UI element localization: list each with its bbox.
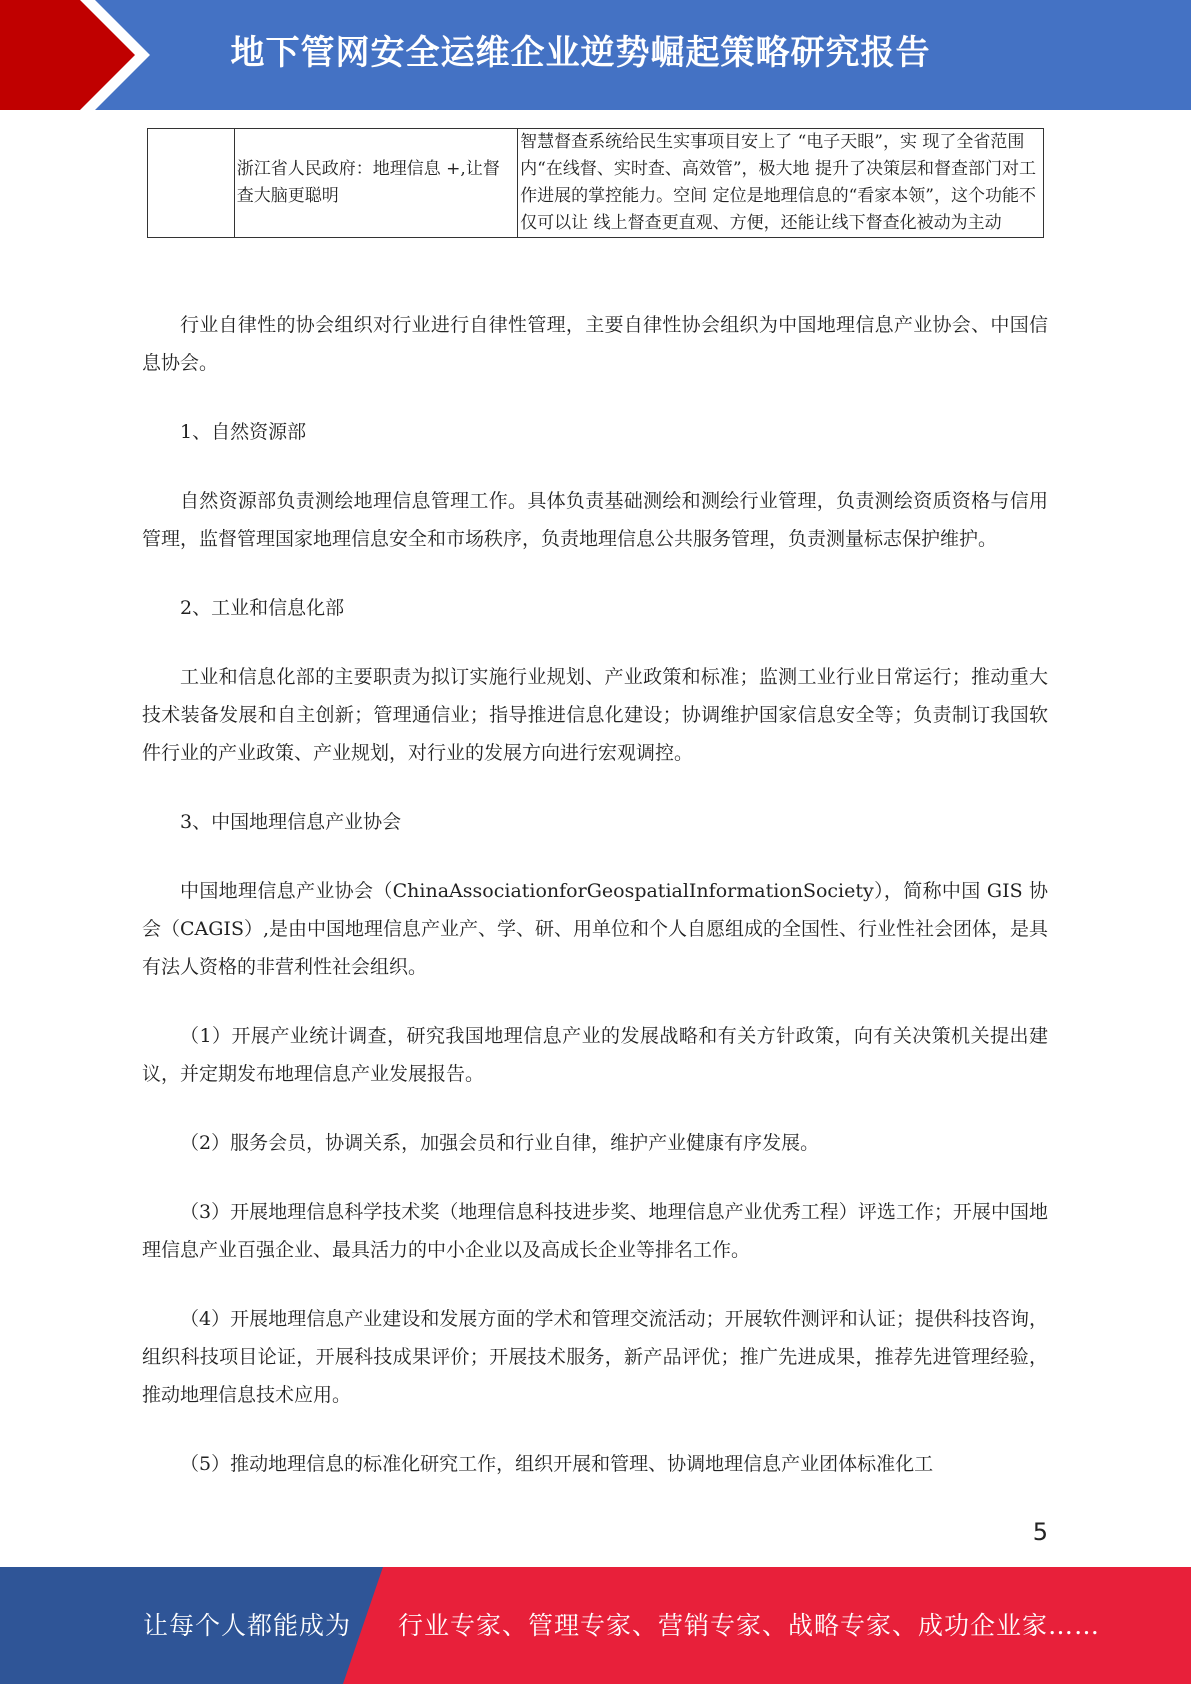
report-title: 地下管网安全运维企业逆势崛起策略研究报告 (230, 33, 931, 73)
list-item: （5）推动地理信息的标准化研究工作，组织开展和管理、协调地理信息产业团体标准化工 (180, 1453, 934, 1475)
table-row (148, 129, 1044, 238)
header-arrow-decoration (0, 0, 160, 110)
footer-slogan-left: 让每个人都能成为 (143, 1611, 352, 1640)
paragraph-cagis: 中国地理信息产业协会（ChinaAssociationforGeospatialInformationSociety），简称中国 GIS 协会（CAGIS）,是由中国地理信息产业产、学、研、用单位和个人自愿组成的全国性、行业性社会团体，是具有法人资格的非营利性社会组织。 (142, 880, 1049, 978)
paragraph-natural-resources: 自然资源部负责测绘地理信息管理工作。具体负责基础测绘和测绘行业管理，负责测绘资质资格与信用管理，监督管理国家地理信息安全和市场秩序，负责地理信息公共服务管理，负责测量标志保护维护。 (142, 490, 1048, 550)
body-content (142, 306, 1048, 1514)
list-item: （1）开展产业统计调查，研究我国地理信息产业的发展战略和有关方针政策，向有关决策机关提出建议，并定期发布地理信息产业发展报告。 (142, 1025, 1048, 1085)
paragraph-miit: 工业和信息化部的主要职责为拟订实施行业规划、产业政策和标准；监测工业行业日常运行；推动重大技术装备发展和自主创新；管理通信业；指导推进信息化建设；协调维护国家信息安全等；负责制订我国软件行业的产业政策、产业规划，对行业的发展方向进行宏观调控。 (142, 666, 1048, 764)
table-cell-source: 浙江省人民政府：地理信息 +,让督查大脑更聪明 (234, 129, 517, 238)
table-cell-description: 智慧督查系统给民生实事项目安上了 “电子天眼”，实 现了全省范围内“在线督、实时查、高效管”，极大地 提升了决策层和督查部门对工作进展的掌控能力。空间 定位是地理信息的“看家本领”，这个功能不仅可以让 线上督查更直观、方便，还能让线下督查化被动为主动 (518, 129, 1044, 238)
list-item: （4）开展地理信息产业建设和发展方面的学术和管理交流活动；开展软件测评和认证；提供科技咨询，组织科技项目论证，开展科技成果评价；开展技术服务，新产品评优；推广先进成果，推荐先进管理经验，推动地理信息技术应用。 (142, 1308, 1048, 1406)
page-footer (0, 1567, 1191, 1684)
section-heading-cagis: 3、中国地理信息产业协会 (180, 811, 402, 833)
section-heading-natural-resources: 1、自然资源部 (180, 421, 307, 443)
table-cell-empty (148, 129, 235, 238)
page-header (0, 0, 1191, 110)
page-number: 5 (1032, 1518, 1048, 1546)
footer-slogan-right: 行业专家、管理专家、营销专家、战略专家、成功企业家…… (398, 1611, 1101, 1640)
list-item: （2）服务会员，协调关系，加强会员和行业自律，维护产业健康有序发展。 (180, 1132, 820, 1154)
info-table (147, 128, 1044, 238)
section-heading-miit: 2、工业和信息化部 (180, 597, 345, 619)
list-item: （3）开展地理信息科学技术奖（地理信息科技进步奖、地理信息产业优秀工程）评选工作；开展中国地理信息产业百强企业、最具活力的中小企业以及高成长企业等排名工作。 (142, 1201, 1048, 1261)
paragraph-intro: 行业自律性的协会组织对行业进行自律性管理，主要自律性协会组织为中国地理信息产业协会、中国信息协会。 (142, 314, 1048, 374)
